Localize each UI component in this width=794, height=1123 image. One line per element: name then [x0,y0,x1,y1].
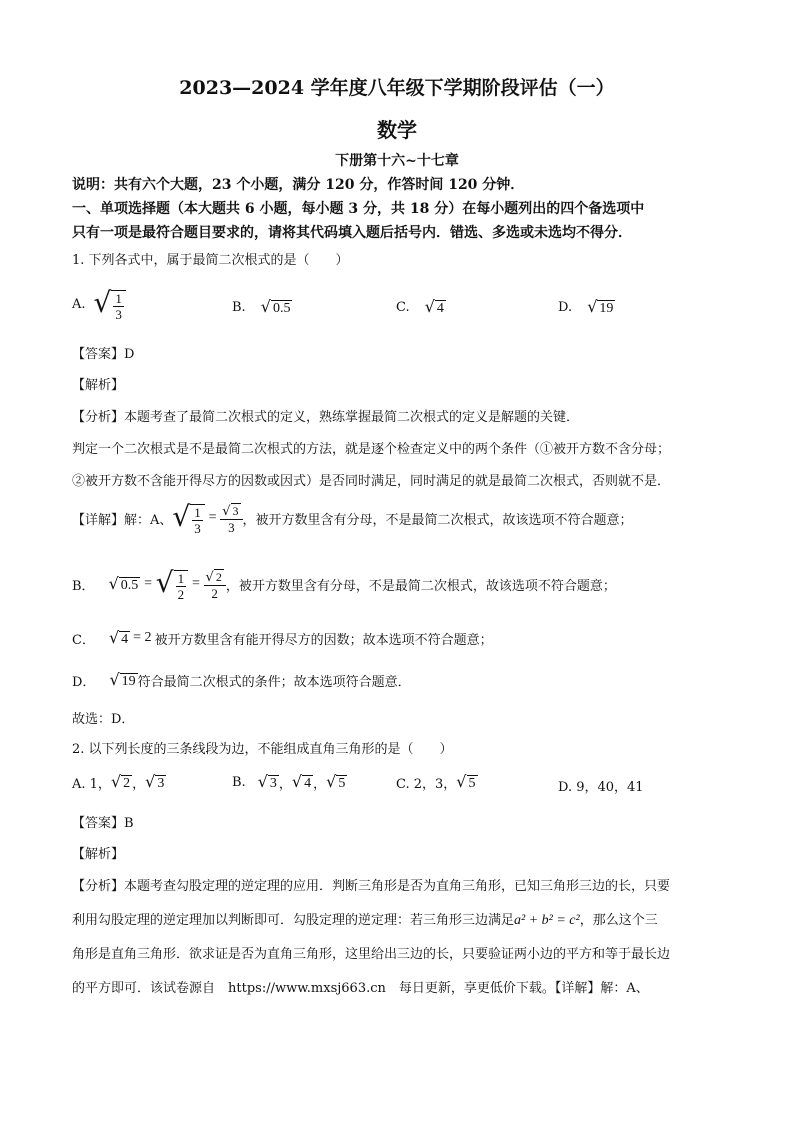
q2-analysis-line2 [72,909,658,929]
fenxi-tag: 【分析】 [72,879,125,894]
q1-detail-d-arg: 19 [121,674,136,689]
subject-heading: 数学 [377,118,417,142]
q1-detail-c-arg: 4 [121,632,129,647]
q2-option-c-text: C. 2，3， [396,776,457,792]
q1-option-a [72,286,126,322]
section1-line2: 只有一项是最符合题目要求的，请将其代码填入题后括号内．错选、多选或未选均不得分． [72,225,632,241]
q1-detail-c-prefix: C． [72,632,95,648]
q2-analysis-line2-b: ，那么这个三 [579,913,658,928]
q1-detail-a-num: 1 [194,505,201,520]
q1-option-d-label: D. [558,300,573,315]
q2-answer [72,812,134,831]
q1-detail-d-prefix: D． [72,674,96,690]
q1-detail-b: B． √ 0.5 = √ $\frac{1}{2}$ = $\frac{√ 2}{2}$ ，被开方数里含有分母，不是最简二次根式，故该选项不符合题意； [72,566,616,602]
q2-option-a-r2: 3 [157,776,165,791]
q1-detail-b-text: ，被开方数里含有分母，不是最简二次根式，故该选项不符合题意； [225,578,616,594]
q1-detail-b-prefix: B． [72,578,95,594]
q1-detail-b-arg: 0.5 [120,578,139,593]
q2-jiexi-tag: 【解析】 [72,847,125,862]
q1-option-d: D. √ 19 [558,296,614,316]
q1-opt-a-den: 3 [115,307,122,322]
q1-detail-b-radical: √ $\frac{1}{2}$ [156,566,188,602]
q1-detail-a-den: 3 [194,521,201,536]
detail-tag: 【详解】 [72,512,125,528]
q1-detail-a-rnum: 3 [232,503,239,518]
q1-option-c-label: C. [396,300,410,315]
q1-analysis-line2: 判定一个二次根式是不是最简二次根式的方法，就是逐个检查定义中的两个条件（①被开方数不含分母； [72,442,671,457]
q2-analysis-line2-a: 利用勾股定理的逆定理加以判断即可．勾股定理的逆定理：若三角形三边满足 [72,913,515,928]
q1-detail-b-result: $\frac{√ 2}{2}$ [204,567,226,600]
q1-detail-a: 【详解】 解：A、 √ $\frac{1}{3}$ = $\frac{√ 3}{3}$ ，被开方数里含有分母，不是最简二次根式，故该选项不符合题意； [72,500,633,536]
q1-jiexi-tag: 【解析】 [72,378,125,393]
q1-detail-c: C． √ 4 = 2 被开方数里含有能开得尽方的因数；故本选项不符合题意； [72,628,493,648]
fenxi-tag: 【分析】 [72,410,125,425]
document-title: 2023—2024 学年度八年级下学期阶段评估（一） [179,77,615,99]
q2-option-a: A. 1， √ 2 ， √ 3 [72,772,165,792]
q1-option-b-label: B. [232,300,246,315]
q2-stem: 2. 以下列长度的三条线段为边，不能组成直角三角形的是（ ） [72,742,453,757]
q2-option-a-text: A. 1， [72,776,111,792]
q1-detail-a-prefix: 解：A、 [124,512,173,528]
q2-option-b-r2: 4 [304,776,312,791]
q1-conclusion: 故选：D． [72,712,135,727]
q1-detail-b-num: 1 [177,571,185,586]
section1-line1: 一、单项选择题（本大题共 6 小题，每小题 3 分，共 18 分）在每小题列出的四个备选项中 [72,201,645,217]
q1-detail-a-radical: √ $\frac{1}{3}$ [172,500,204,536]
q1-analysis-line3: ②被开方数不含能开得尽方的因数或因式）是否同时满足，同时满足的就是最简二次根式，否则就不是． [72,474,671,489]
q2-answer-value: B [124,816,134,831]
q2-option-c: C. 2，3， √ 5 [396,772,476,792]
q1-opt-a-num: 1 [115,291,122,306]
q2-option-b-label: B. [232,774,246,790]
q1-detail-b-rnum: 2 [215,569,222,584]
q2-option-a-r1: 2 [123,776,131,791]
q1-answer-value: D [124,347,135,362]
q1-detail-a-rden: 3 [228,519,235,535]
q1-detail-c-eq: = 2 [133,630,152,645]
detail-tag: 【详解】 [554,981,601,996]
q2-analysis-line4-b: 解：A、 [600,981,649,996]
q1-detail-a-text: ，被开方数里含有分母，不是最简二次根式，故该选项不符合题意； [242,512,633,528]
q1-fenxi-text: 本题考查了最简二次根式的定义，熟练掌握最简二次根式的定义是解题的关键． [124,410,580,425]
answer-tag: 【答案】 [72,816,125,831]
q1-option-b-arg: 0.5 [272,300,291,316]
q2-option-b-r1: 3 [269,776,277,791]
q2-analysis-line4-a: 的平方即可．该试卷源自 https://www.mxsj663.cn 每日更新，享更低价下载。 [72,981,555,996]
q1-option-b: B. √ 0.5 [232,296,291,316]
q1-detail-b-den: 2 [177,587,185,602]
q1-option-a-radical: √ $\frac{1}{3}$ [94,286,126,322]
instructions: 说明：共有六个大题，23 个小题，满分 120 分，作答时间 120 分钟． [72,177,525,193]
q1-detail-d-text: 符合最简二次根式的条件；故本选项符合题意． [137,674,411,690]
q2-pythagorean-formula: a² + b² = c² [514,913,580,928]
q1-answer [72,343,134,362]
q1-option-d-arg: 19 [599,300,614,316]
q1-fenxi [72,406,579,425]
q1-detail-b-rden: 2 [211,585,218,601]
q2-analysis-line1: 本题考查勾股定理的逆定理的应用．判断三角形是否为直角三角形，已知三角形三边的长，只要 [124,879,671,894]
q2-analysis-line4 [72,977,649,996]
q1-option-c-arg: 4 [436,300,444,316]
q1-detail-a-result: $\frac{√ 3}{3}$ [220,501,242,534]
q2-option-c-r: 5 [468,776,476,791]
q2-analysis-line3: 角形是直角三角形．欲求证是否为直角三角形，这里给出三边的长，只要验证两小边的平方和等于最长边 [72,947,671,962]
q2-option-b: B. √ 3 ， √ 4 ， √ 5 [232,772,346,792]
scope-subtitle: 下册第十六~十七章 [335,153,459,169]
q2-option-b-r3: 5 [338,776,346,791]
q1-stem: 1. 下列各式中，属于最简二次根式的是（ ） [72,253,349,268]
q1-detail-c-text: 被开方数里含有能开得尽方的因数；故本选项不符合题意； [154,632,493,648]
answer-tag: 【答案】 [72,347,125,362]
q2-fenxi [72,875,670,894]
q2-option-d: D. 9，40，41 [558,780,644,795]
q1-detail-d: D． √ 19 符合最简二次根式的条件；故本选项符合题意． [72,670,411,690]
q1-option-c: C. √ 4 [396,296,444,316]
q1-option-a-label: A. [72,296,86,312]
